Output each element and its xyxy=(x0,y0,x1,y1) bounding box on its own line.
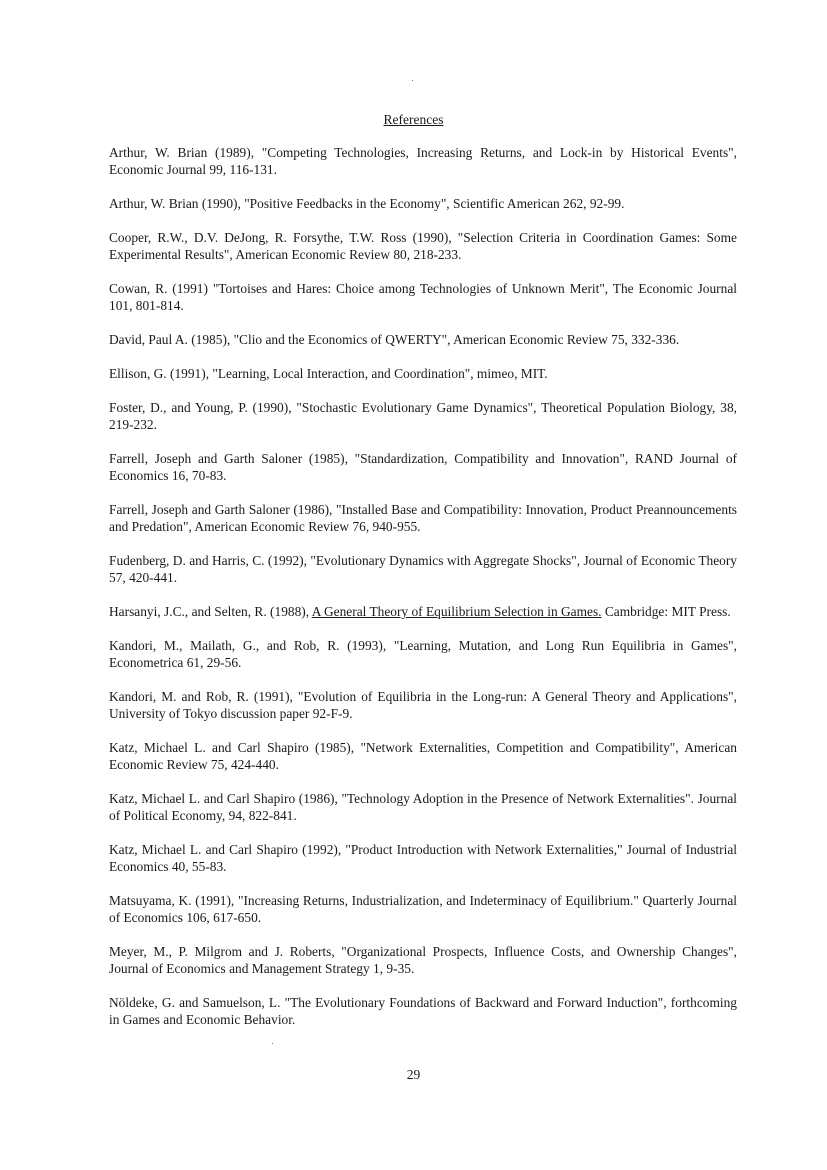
reference-entry: Ellison, G. (1991), "Learning, Local Interaction, and Coordination", mimeo, MIT. xyxy=(109,366,548,381)
reference-text: Harsanyi, J.C., and Selten, R. (1988), xyxy=(109,604,312,619)
reference-entry: Foster, D., and Young, P. (1990), "Stochastic Evolutionary Game Dynamics", Theoretical Population Biology, 38, 219-232. xyxy=(109,400,737,432)
reference-entry: David, Paul A. (1985), "Clio and the Economics of QWERTY", American Economic Review 75, 332-336. xyxy=(109,332,680,347)
reference-entry: Katz, Michael L. and Carl Shapiro (1985), "Network Externalities, Competition and Compatibility", American Economic Review 75, 424-440. xyxy=(109,740,737,772)
reference-list xyxy=(109,144,737,1045)
reference-entry: Cooper, R.W., D.V. DeJong, R. Forsythe, T.W. Ross (1990), "Selection Criteria in Coordination Games: Some Experimental Results", American Economic Review 80, 218-233. xyxy=(109,230,737,262)
references-heading xyxy=(0,112,827,128)
reference-entry: Cowan, R. (1991) "Tortoises and Hares: Choice among Technologies of Unknown Merit", The Economic Journal 101, 801-814. xyxy=(109,281,737,313)
reference-entry: Kandori, M. and Rob, R. (1991), "Evolution of Equilibria in the Long-run: A General Theory and Applications", University of Tokyo discussion paper 92-F-9. xyxy=(109,689,737,721)
reference-entry: Farrell, Joseph and Garth Saloner (1985), "Standardization, Compatibility and Innovation", RAND Journal of Economics 16, 70-83. xyxy=(109,451,737,483)
reference-entry: Arthur, W. Brian (1989), "Competing Technologies, Increasing Returns, and Lock-in by Historical Events", Economic Journal 99, 116-131. xyxy=(109,145,737,177)
reference-entry: Arthur, W. Brian (1990), "Positive Feedbacks in the Economy", Scientific American 262, 92-99. xyxy=(109,196,625,211)
reference-entry xyxy=(109,603,737,620)
scan-speck xyxy=(412,80,413,81)
reference-entry: Nöldeke, G. and Samuelson, L. "The Evolutionary Foundations of Backward and Forward Induction", forthcoming in Games and Economic Behavior. xyxy=(109,995,737,1027)
reference-entry: Katz, Michael L. and Carl Shapiro (1986), "Technology Adoption in the Presence of Network Externalities". Journal of Political Economy, 94, 822-841. xyxy=(109,791,737,823)
page-number: 29 xyxy=(406,1067,421,1082)
reference-text: Cambridge: MIT Press. xyxy=(601,604,731,619)
reference-entry: Meyer, M., P. Milgrom and J. Roberts, "Organizational Prospects, Influence Costs, and Ownership Changes", Journal of Economics and Management Strategy 1, 9-35. xyxy=(109,944,737,976)
reference-entry: Fudenberg, D. and Harris, C. (1992), "Evolutionary Dynamics with Aggregate Shocks", Journal of Economic Theory 57, 420-441. xyxy=(109,553,737,585)
reference-entry: Matsuyama, K. (1991), "Increasing Returns, Industrialization, and Indeterminacy of Equilibrium." Quarterly Journal of Economics 106, 617-650. xyxy=(109,893,737,925)
reference-entry: Kandori, M., Mailath, G., and Rob, R. (1993), "Learning, Mutation, and Long Run Equilibria in Games", Econometrica 61, 29-56. xyxy=(109,638,737,670)
book-title: A General Theory of Equilibrium Selection in Games. xyxy=(311,604,602,619)
reference-entry: Katz, Michael L. and Carl Shapiro (1992), "Product Introduction with Network Externalities," Journal of Industrial Economics 40, 55-83. xyxy=(109,842,737,874)
references-heading-text: References xyxy=(383,112,444,127)
reference-entry: Farrell, Joseph and Garth Saloner (1986), "Installed Base and Compatibility: Innovation, Product Preannouncements and Predation", American Economic Review 76, 940-955. xyxy=(109,502,737,534)
